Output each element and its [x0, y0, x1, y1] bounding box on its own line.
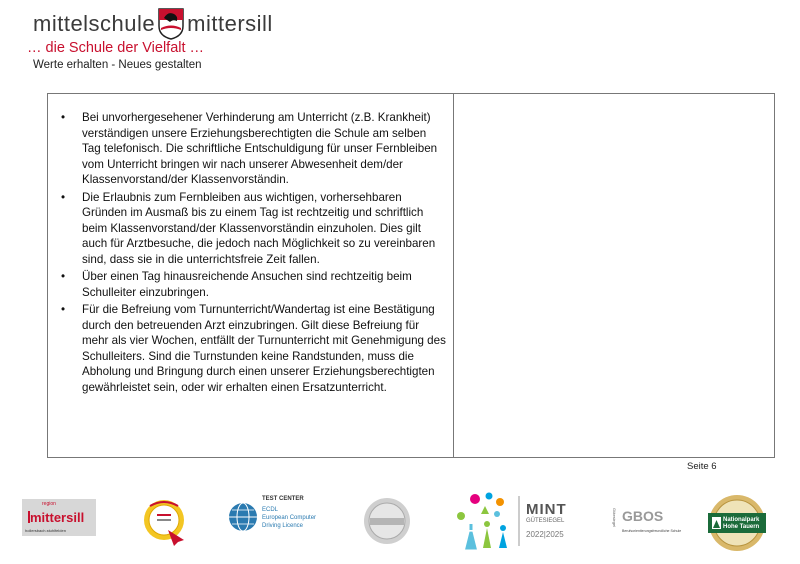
list-item-text: Die Erlaubnis zum Fernbleiben aus wichtigen, vorhersehbaren Gründen im Ausmaß bis zu einem Tag ist rechtzeitig und schriftlich beim Klassenvorstand/der Klassenvorständin einzuholen. Dies gilt auch für Arztbesuche, die jedoch nach Möglichkeit so zu vereinbaren sind, dass sie in die unterrichtsfreie Zeit fallen.: [82, 190, 436, 266]
bullet-icon: •: [61, 111, 66, 124]
school-subtagline: Werte erhalten - Neues gestalten: [33, 59, 202, 71]
globe-icon: [226, 500, 260, 534]
rules-cell: [48, 94, 453, 457]
coat-of-arms-icon: [158, 8, 184, 40]
schulsport-seal-icon: [138, 496, 190, 548]
gbos-seal-logo: Gütesiegel GBOS Berufsorientierungsfreundliche Schule: [612, 508, 682, 533]
list-item: [61, 269, 446, 300]
footer-logos: [0, 490, 800, 564]
mint-figures-icon: [453, 492, 521, 550]
logo-text-right: mittersill: [187, 11, 273, 36]
bullet-icon: •: [61, 303, 66, 316]
bullet-icon: •: [61, 190, 66, 204]
nationalpark-partner-logo: Nationalpark Hohe Tauern: [705, 493, 769, 553]
rules-table: [47, 93, 775, 458]
school-logo: [33, 6, 273, 42]
list-item: [61, 110, 446, 188]
column-divider: [453, 94, 454, 457]
page-number: Seite 6: [687, 461, 717, 472]
bullet-icon: •: [61, 270, 66, 283]
mint-seal-logo: MINT GÜTESIEGEL 2022|2025: [453, 492, 583, 550]
region-mittersill-logo: region mittersill hollersbach.stuhlfelden: [22, 499, 96, 536]
list-item-text: Bei unvorhergesehener Verhinderung am Unterricht (z.B. Krankheit) verständigen unsere Erziehungsberechtigten die Schule am selben Tag telefonisch. Die schriftliche Entschuldigung für unser Fernbleiben vom Unterricht bringen wir nach unserer Abwesenheit dem/der Klassenvorstand/der Klassenvorständin.: [82, 111, 438, 186]
rules-list: [61, 110, 446, 397]
expert-school-seal-icon: [362, 496, 412, 546]
list-item: [61, 190, 446, 268]
school-tagline: … die Schule der Vielfalt …: [27, 40, 205, 56]
logo-text-left: mittelschule: [33, 11, 156, 36]
list-item-text: Für die Befreiung vom Turnunterricht/Wandertag ist eine Bestätigung durch den betreuenden Arzt einzubringen. Gilt diese Befreiung für mehr als vier Wochen, entfällt der Turnunterricht mit Genehmigung des Schulleiters. Sind die Turnstunden keine Randstunden, muss die Abholung und Bringung durch einen unserer Erziehungsberechtigten gewährleistet sein, oder wir erhalten einen Ersatzunterricht.: [82, 303, 446, 394]
list-item-text: Über einen Tag hinausreichende Ansuchen sind rechtzeitig beim Schulleiter einzubringen.: [82, 270, 412, 299]
list-item: [61, 302, 446, 395]
ecdl-test-center-logo: TEST CENTER ECDL European Computer Driving Licence: [226, 496, 344, 540]
